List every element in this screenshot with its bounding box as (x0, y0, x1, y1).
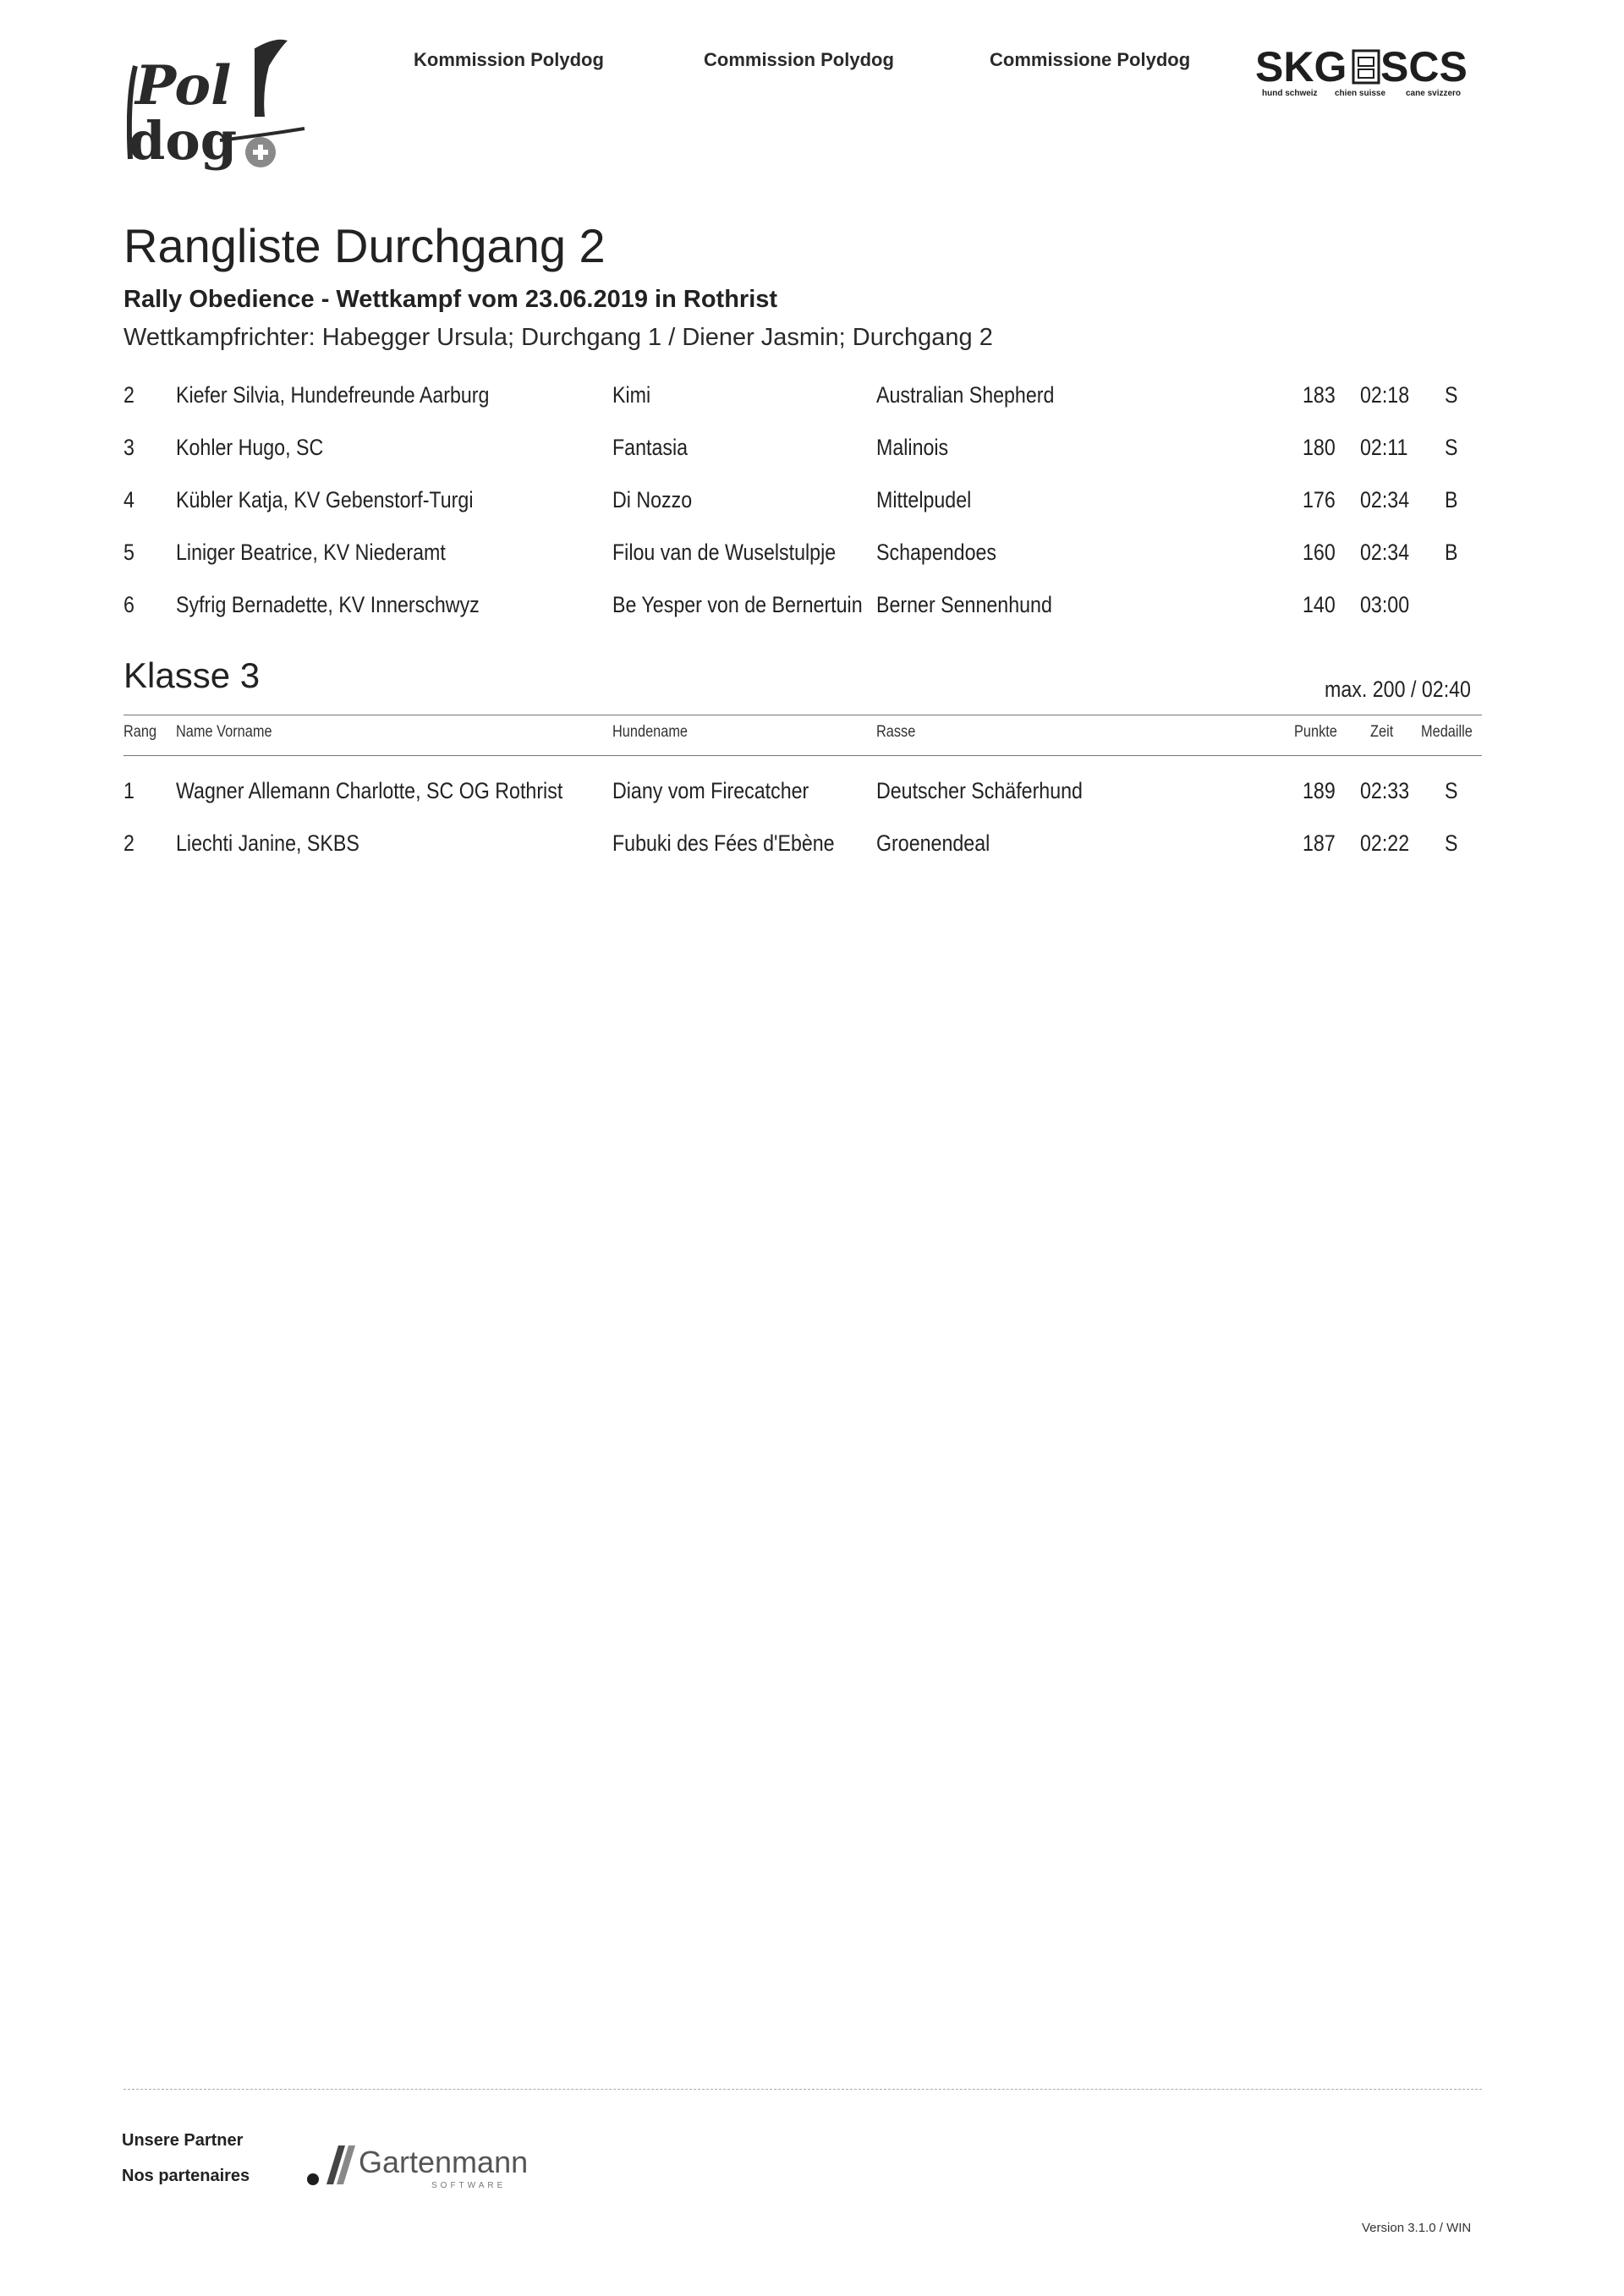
time-cell: 02:34 (1360, 487, 1410, 512)
breed-cell: Berner Sennenhund (876, 592, 1052, 617)
medal-cell: S (1445, 382, 1458, 408)
rank-cell: 6 (123, 592, 134, 617)
partner-sub: SOFTWARE (431, 2181, 507, 2190)
points-cell: 176 (1303, 487, 1336, 512)
class-3-title: Klasse 3 (123, 655, 261, 695)
rank-cell: 3 (123, 435, 134, 460)
dog-name-cell: Kimi (612, 382, 651, 408)
dog-name-cell: Be Yesper von de Bernertuin (612, 592, 863, 617)
rank-cell: 1 (123, 778, 134, 803)
handler-cell: Liniger Beatrice, KV Niederamt (176, 540, 446, 565)
dog-name-cell: Di Nozzo (612, 487, 693, 512)
skg-sub-fr: chien suisse (1335, 89, 1386, 98)
handler-cell: Kohler Hugo, SC (176, 435, 324, 460)
commission-it: Commissione Polydog (990, 49, 1191, 70)
handler-cell: Kiefer Silvia, Hundefreunde Aarburg (176, 382, 490, 408)
dog-name-cell: Diany vom Firecatcher (612, 778, 809, 803)
max-points-time-text: max. 200 / 02:40 (1325, 677, 1471, 702)
col-header-dog: Hundename (612, 723, 689, 741)
handler-cell: Kübler Katja, KV Gebenstorf-Turgi (176, 487, 474, 512)
medal-cell: S (1445, 435, 1458, 460)
points-cell: 180 (1303, 435, 1336, 460)
rank-cell: 5 (123, 540, 134, 565)
col-header-medal: Medaille (1421, 723, 1473, 741)
col-header-name: Name Vorname (176, 723, 272, 741)
breed-cell: Mittelpudel (876, 487, 972, 512)
time-cell: 02:22 (1360, 830, 1410, 856)
col-header-time: Zeit (1370, 723, 1394, 741)
judges-line: Wettkampfrichter: Habegger Ursula; Durchgang 1 / Diener Jasmin; Durchgang 2 (123, 324, 993, 351)
breed-cell: Groenendeal (876, 830, 990, 856)
medal-cell: S (1445, 830, 1458, 856)
table-row (0, 774, 1624, 808)
medal-cell: B (1445, 540, 1458, 565)
breed-cell: Schapendoes (876, 540, 997, 565)
partner-name: Gartenmann (359, 2145, 529, 2179)
col-header-points: Punkte (1294, 723, 1337, 741)
points-cell: 140 (1303, 592, 1336, 617)
rank-cell: 2 (123, 382, 134, 408)
breed-cell: Deutscher Schäferhund (876, 778, 1083, 803)
partners-label-fr: Nos partenaires (122, 2167, 250, 2185)
competition-subtitle: Rally Obedience - Wettkampf vom 23.06.2019 in Rothrist (123, 286, 778, 313)
polydog-logo (127, 32, 321, 176)
skg-scs-logo (1254, 42, 1478, 101)
breed-cell: Malinois (876, 435, 949, 460)
handler-cell: Wagner Allemann Charlotte, SC OG Rothrist (176, 778, 563, 803)
rank-cell: 2 (123, 830, 134, 856)
dog-name-cell: Filou van de Wuselstulpje (612, 540, 837, 565)
version-label: Version 3.1.0 / WIN (1362, 2221, 1472, 2235)
max-points-time (1325, 677, 1495, 703)
table-row (0, 378, 1624, 412)
page-title: Rangliste Durchgang 2 (123, 219, 606, 272)
points-cell: 160 (1303, 540, 1336, 565)
gartenmann-logo[interactable] (304, 2135, 550, 2195)
time-cell: 03:00 (1360, 592, 1410, 617)
time-cell: 02:18 (1360, 382, 1410, 408)
time-cell: 02:33 (1360, 778, 1410, 803)
dog-name-cell: Fantasia (612, 435, 689, 460)
medal-cell: S (1445, 778, 1458, 803)
header-rule-bottom (123, 755, 1482, 756)
scs-text: SCS (1380, 43, 1468, 90)
handler-cell: Liechti Janine, SKBS (176, 830, 359, 856)
table-row (0, 826, 1624, 860)
skg-text: SKG (1255, 43, 1347, 90)
table-row (0, 588, 1624, 622)
points-cell: 187 (1303, 830, 1336, 856)
points-cell: 189 (1303, 778, 1336, 803)
points-cell: 183 (1303, 382, 1336, 408)
commission-de: Kommission Polydog (414, 49, 604, 70)
footer-rule (123, 2089, 1482, 2090)
skg-sub-de: hund schweiz (1262, 89, 1318, 98)
time-cell: 02:11 (1360, 435, 1408, 460)
commission-fr: Commission Polydog (704, 49, 894, 70)
table-row (0, 430, 1624, 464)
time-cell: 02:34 (1360, 540, 1410, 565)
table-row (0, 483, 1624, 517)
rank-cell: 4 (123, 487, 134, 512)
dog-name-cell: Fubuki des Fées d'Ebène (612, 830, 835, 856)
medal-cell: B (1445, 487, 1458, 512)
logo-text-bottom: dog (129, 110, 238, 172)
partners-label-de: Unsere Partner (122, 2131, 244, 2150)
col-header-rang: Rang (123, 723, 157, 741)
table-row (0, 535, 1624, 569)
handler-cell: Syfrig Bernadette, KV Innerschwyz (176, 592, 480, 617)
breed-cell: Australian Shepherd (876, 382, 1055, 408)
col-header-breed: Rasse (876, 723, 916, 741)
skg-sub-it: cane svizzero (1406, 89, 1462, 98)
logo-text-top: Pol (135, 54, 232, 118)
